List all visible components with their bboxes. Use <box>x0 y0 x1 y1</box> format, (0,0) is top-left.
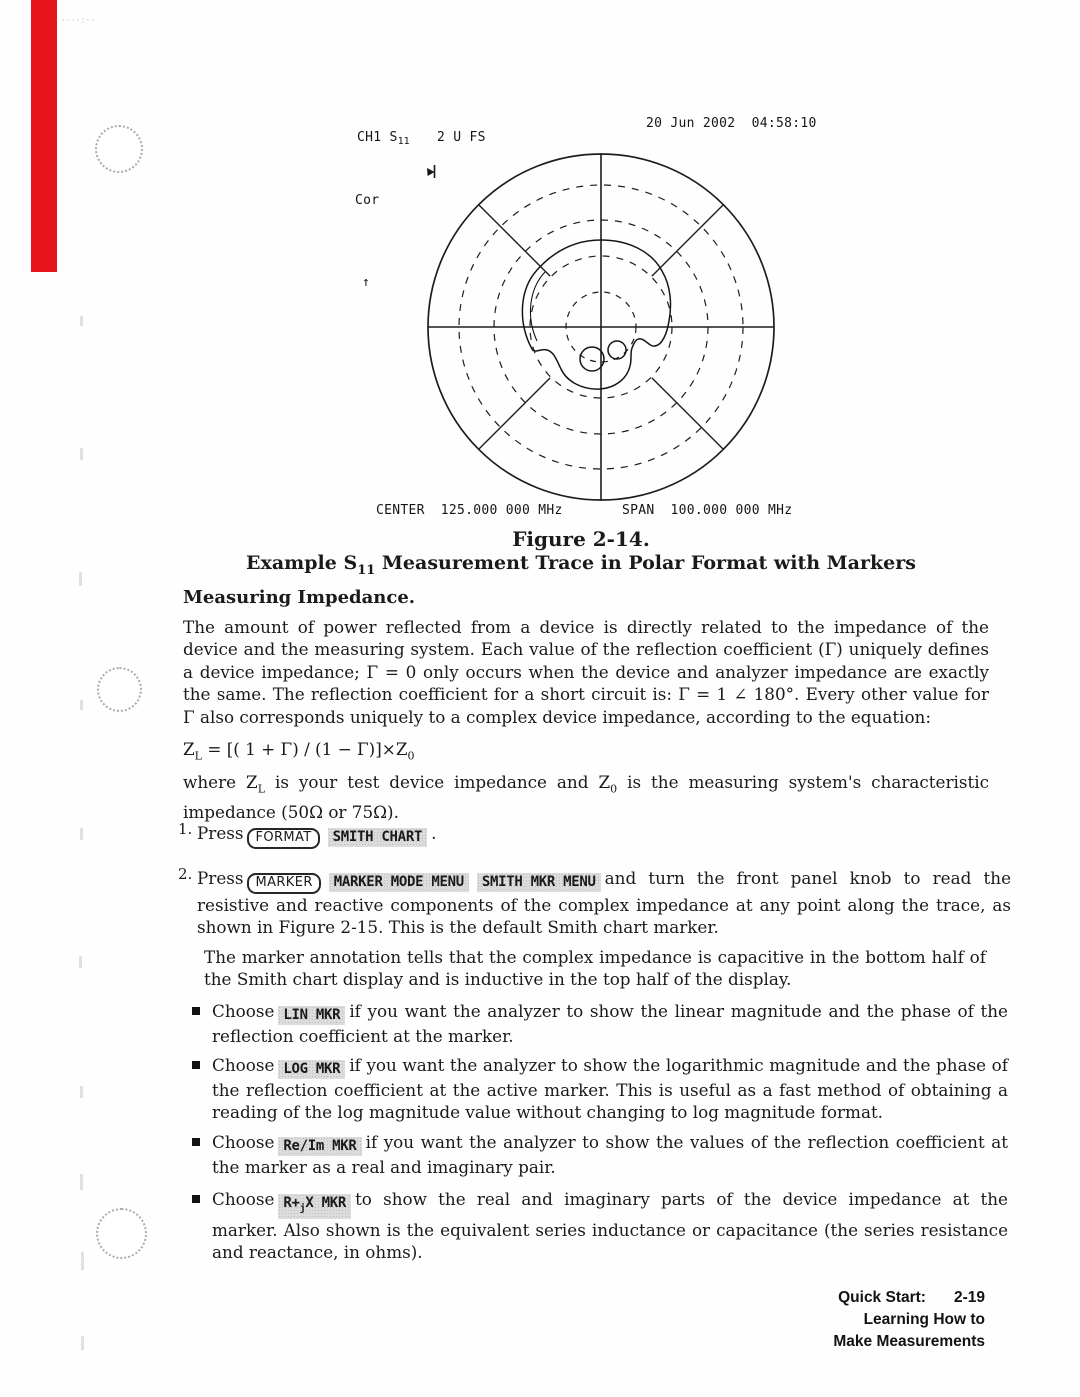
bullet-icon <box>192 1195 200 1203</box>
scan-artifact <box>79 956 82 968</box>
hole-punch-top <box>95 125 143 173</box>
s11-trace <box>522 240 670 389</box>
scan-artifact <box>80 1086 83 1098</box>
display-span-frequency: SPAN 100.000 000 MHz <box>622 503 793 518</box>
display-scale-label: 2 U FS <box>437 130 486 145</box>
red-margin-stripe <box>31 0 57 272</box>
paragraph-marker-annotation: The marker annotation tells that the complex impedance is capacitive in the bottom half of the Smith chart display and is inductive in the top half of the display. <box>204 947 986 990</box>
scan-artifact <box>79 572 82 586</box>
bullet-re-im-mkr: Choose Re/Im MKR if you want the analyzer to show the values of the reflection coefficient at the marker as a real and imaginary pair. <box>192 1131 1008 1178</box>
bullet-icon <box>192 1138 200 1146</box>
marker-mode-menu-softkey: MARKER MODE MENU <box>329 873 469 892</box>
polar-spoke-ne <box>652 205 723 276</box>
paragraph-where-definition: where $Z_L$ is your test device impedance and $Z_0$ is the measuring system's characteristic impedance (50Ω or 75Ω). <box>183 772 989 822</box>
bullet-log-mkr: Choose LOG MKR if you want the analyzer to show the logarithmic magnitude and the phase of the reflection coefficient at the active marker. This is useful as a fast method of obtaining a reading of the log magnitude value without changing to log magnitude format. <box>192 1054 1008 1124</box>
hole-punch-bottom <box>96 1208 147 1259</box>
page-number: 2-19 <box>953 1289 985 1306</box>
step-2: 2. Press MARKER MARKER MODE MENU SMITH MKR MENU and turn the front panel knob to read the resistive and reactive components of the complex impedance at any point along the trace, as shown in Figure 2-15. This is the default Smith chart marker. <box>178 865 1011 938</box>
bullet-r-jx-mkr: Choose $R+_jX$ MKR to show the real and imaginary parts of the device impedance at the marker. Also shown is the equivalent series inductance or capacitance (the series resistance and reactance, in ohms). <box>192 1188 1008 1264</box>
lin-mkr-softkey: LIN MKR <box>278 1006 345 1025</box>
hole-punch-middle <box>97 667 142 712</box>
bullet-lin-mkr: Choose LIN MKR if you want the analyzer to show the linear magnitude and the phase of the reflection coefficient at the marker. <box>192 1000 1008 1047</box>
scan-artifact <box>81 1252 84 1270</box>
scan-artifact <box>80 828 83 840</box>
scan-artifact <box>80 700 83 710</box>
display-center-frequency: CENTER 125.000 000 MHz <box>376 503 563 518</box>
display-channel-label: CH1 $S_{11}$ <box>357 130 410 147</box>
polar-spoke-nw <box>479 205 550 276</box>
bullet-icon <box>192 1007 200 1015</box>
trace-loop-marker <box>608 341 626 359</box>
bullet-icon <box>192 1061 200 1069</box>
scan-artifact <box>81 1336 84 1350</box>
figure-caption <box>180 527 982 578</box>
display-datetime: 20 Jun 2002 04:58:10 <box>646 116 817 131</box>
scan-speck: ····:·· <box>62 16 97 26</box>
polar-chart <box>404 140 804 520</box>
footer-chapter-page: Quick Start: 2-19 <box>838 1289 985 1306</box>
step-number: 1. <box>178 820 193 838</box>
r-jx-mkr-softkey: $R+_jX$ MKR <box>278 1194 351 1219</box>
smith-mkr-menu-softkey: SMITH MKR MENU <box>477 873 601 892</box>
polar-spoke-se <box>652 378 723 449</box>
marker-hardkey: MARKER <box>247 873 320 894</box>
smith-chart-softkey: SMITH CHART <box>328 828 427 847</box>
log-mkr-softkey: LOG MKR <box>278 1060 345 1079</box>
paragraph-impedance-intro: The amount of power reflected from a device is directly related to the impedance of the device and the measuring system. Each value of the reflection coefficient (Γ) uniquely defines a device impedance; Γ = 0 only occurs when the device and analyzer impedance are exactly the same. The reflection coefficient for a short circuit is: Γ = 1 ∠ 180°. Every other value for Γ also corresponds uniquely to a complex device impedance, according to the equation: <box>183 617 989 727</box>
display-up-arrow-icon: ↑ <box>362 275 371 290</box>
step-number: 2. <box>178 865 193 883</box>
scan-artifact <box>80 316 83 326</box>
scan-artifact <box>80 448 83 460</box>
section-heading: Measuring Impedance. <box>183 587 416 608</box>
footer-subtitle-1: Learning How to <box>863 1311 985 1328</box>
format-hardkey: FORMAT <box>247 828 319 849</box>
impedance-equation: $Z_L$ = [( $1 + \Gamma) / (1 - \Gamma)]\times Z_0$ <box>183 739 415 763</box>
re-im-mkr-softkey: Re/Im MKR <box>278 1137 361 1156</box>
s-parameter-subscript: 11 <box>397 136 410 147</box>
step-1: 1. Press FORMAT SMITH CHART . <box>178 822 1011 849</box>
page-footer <box>833 1287 985 1353</box>
scan-artifact <box>80 1174 83 1190</box>
display-cor-label: Cor <box>355 193 380 208</box>
footer-subtitle-2: Make Measurements <box>833 1333 985 1350</box>
figure-title: Example $S_{11}$ Measurement Trace in Polar Format with Markers <box>246 552 916 578</box>
polar-spoke-sw <box>479 378 550 449</box>
figure-number: Figure 2-14. <box>512 527 650 551</box>
